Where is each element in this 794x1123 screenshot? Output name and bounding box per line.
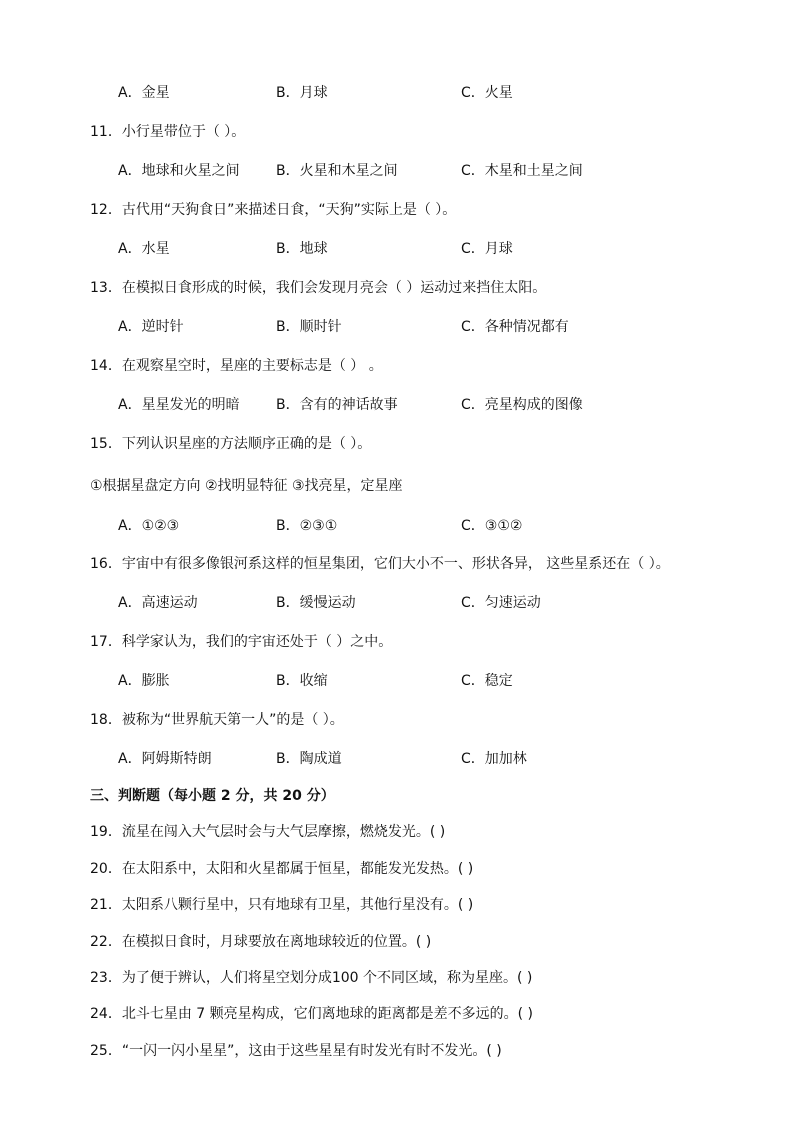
- question-stem: 15．下列认识星座的方法顺序正确的是（ ）。: [90, 436, 372, 452]
- option-c: C．火星: [461, 85, 513, 101]
- option-a: A．水星: [118, 241, 170, 257]
- option-b: B．陶成道: [276, 751, 342, 767]
- options-row: [118, 395, 758, 415]
- question-stem: 12．古代用“天狗食日”来描述日食，“天狗”实际上是（ ）。: [90, 202, 457, 218]
- judgment-item: 22．在模拟日食时，月球要放在离地球较近的位置。( ): [90, 934, 432, 950]
- option-a: A．金星: [118, 85, 170, 101]
- option-c: C．亮星构成的图像: [461, 397, 583, 413]
- question-stem: 17．科学家认为，我们的宇宙还处于（ ）之中。: [90, 634, 393, 650]
- options-row: [118, 317, 758, 337]
- option-a: A．膨胀: [118, 673, 170, 689]
- judgment-item: 19．流星在闯入大气层时会与大气层摩擦，燃烧发光。( ): [90, 824, 446, 840]
- option-c: C．月球: [461, 241, 513, 257]
- option-c: C．各种情况都有: [461, 319, 569, 335]
- option-a: A．高速运动: [118, 595, 198, 611]
- question-stem: 18．被称为“世界航天第一人”的是（ ）。: [90, 712, 344, 728]
- option-b: B．月球: [276, 85, 328, 101]
- options-row: [118, 83, 758, 103]
- option-a: A．阿姆斯特朗: [118, 751, 212, 767]
- judgment-item: 24．北斗七星由 7 颗亮星构成，它们离地球的距离都是差不多远的。( ): [90, 1006, 533, 1022]
- question-stem: 13．在模拟日食形成的时候，我们会发现月亮会（ ）运动过来挡住太阳。: [90, 280, 547, 296]
- judgment-item: 21．太阳系八颗行星中，只有地球有卫星，其他行星没有。( ): [90, 897, 474, 913]
- option-a: A．地球和火星之间: [118, 163, 240, 179]
- option-b: B．收缩: [276, 673, 328, 689]
- option-b: B．地球: [276, 241, 328, 257]
- question-stem: 16．宇宙中有很多像银河系这样的恒星集团，它们大小不一、形状各异， 这些星系还在（ ）。: [90, 556, 670, 572]
- question-stem: 11．小行星带位于（ ）。: [90, 124, 246, 140]
- judgment-item: 25．“一闪一闪小星星”，这由于这些星星有时发光有时不发光。( ): [90, 1043, 502, 1059]
- option-b: B．火星和木星之间: [276, 163, 398, 179]
- section-title: 三、判断题（每小题 2 分，共 20 分）: [90, 788, 335, 804]
- option-a: A．逆时针: [118, 319, 184, 335]
- options-row: [118, 749, 758, 769]
- options-row: [118, 516, 758, 536]
- option-c: C．稳定: [461, 673, 513, 689]
- judgment-item: 20．在太阳系中，太阳和火星都属于恒星，都能发光发热。( ): [90, 861, 474, 877]
- question-extra: ①根据星盘定方向 ②找明显特征 ③找亮星，定星座: [90, 478, 403, 494]
- option-b: B．含有的神话故事: [276, 397, 398, 413]
- option-a: A．星星发光的明暗: [118, 397, 240, 413]
- question-stem: 14．在观察星空时，星座的主要标志是（ ） 。: [90, 358, 383, 374]
- option-c: C．③①②: [461, 518, 523, 534]
- option-b: B．顺时针: [276, 319, 342, 335]
- option-a: A．①②③: [118, 518, 180, 534]
- option-c: C．木星和土星之间: [461, 163, 583, 179]
- options-row: [118, 161, 758, 181]
- option-b: B．②③①: [276, 518, 338, 534]
- option-c: C．加加林: [461, 751, 527, 767]
- judgment-item: 23．为了便于辨认，人们将星空划分成100 个不同区域，称为星座。( ): [90, 970, 533, 986]
- options-row: [118, 593, 758, 613]
- option-b: B．缓慢运动: [276, 595, 356, 611]
- options-row: [118, 239, 758, 259]
- options-row: [118, 671, 758, 691]
- option-c: C．匀速运动: [461, 595, 541, 611]
